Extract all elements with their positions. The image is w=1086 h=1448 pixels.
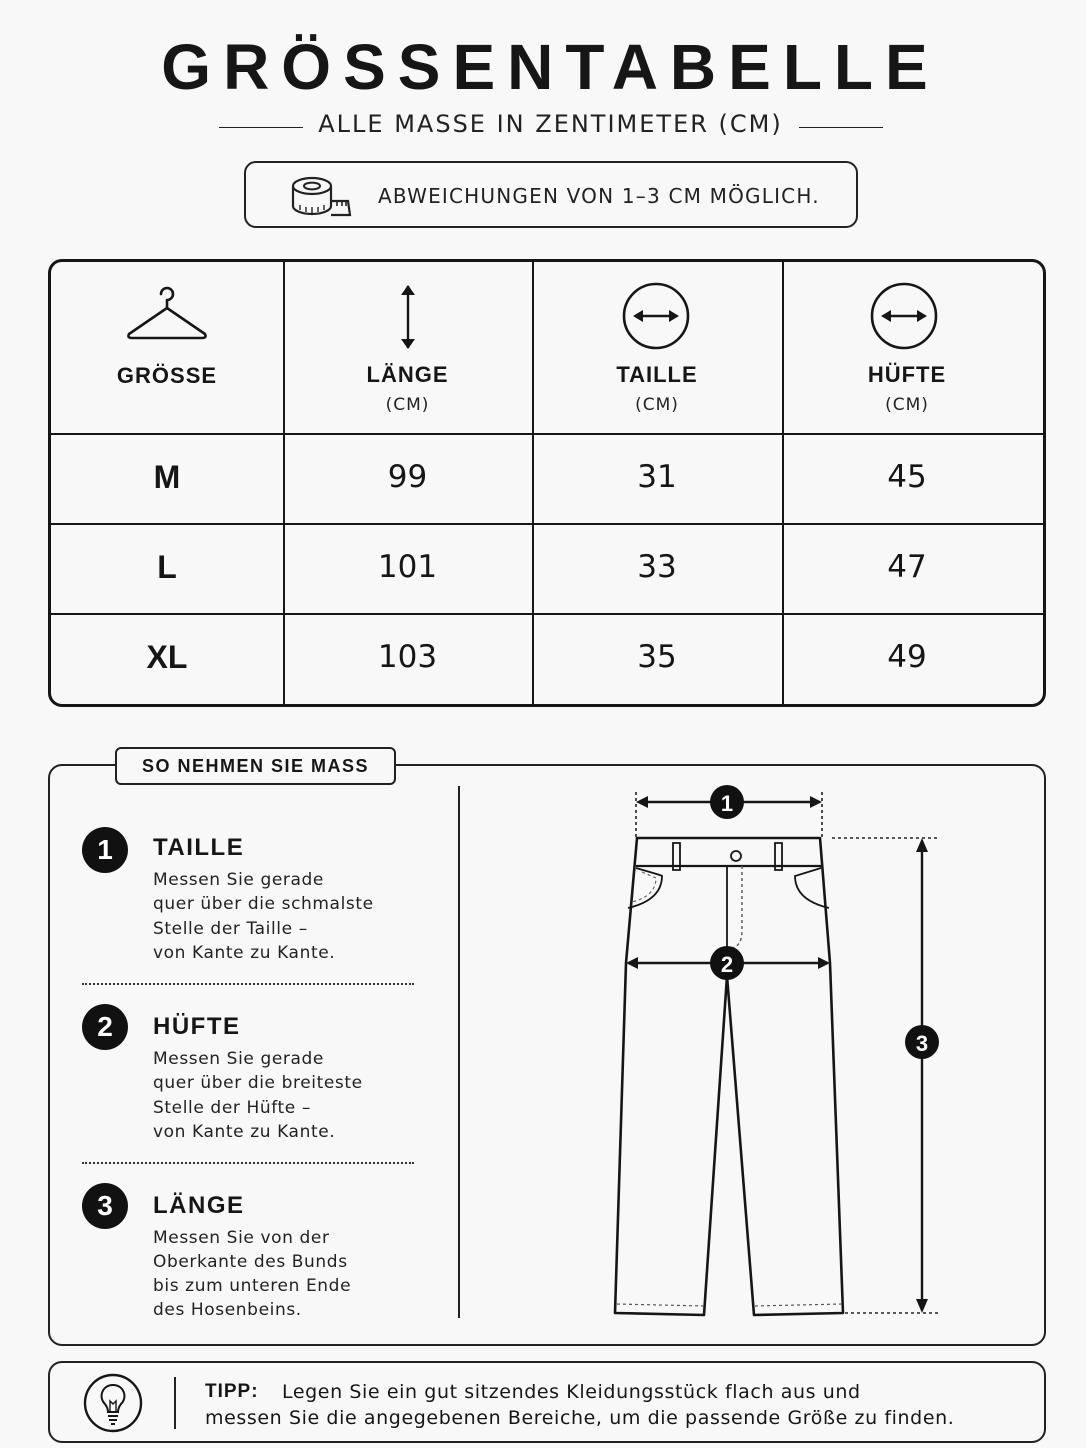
cell-laenge: 103 xyxy=(377,639,438,675)
tolerance-note xyxy=(244,161,858,228)
diagram-marker-3: 3 xyxy=(915,1031,929,1056)
vertical-arrow-icon xyxy=(398,282,418,352)
cell-huefte: 49 xyxy=(887,639,927,675)
step-text-line: Stelle der Taille – xyxy=(153,919,308,939)
step-text-line: quer über die breiteste xyxy=(153,1073,363,1093)
tape-measure-icon xyxy=(288,173,356,219)
step-text-line: Messen Sie gerade xyxy=(153,870,324,890)
step-text-line: des Hosenbeins. xyxy=(153,1300,302,1320)
tip-text-line: Legen Sie ein gut sitzendes Kleidungsstück flach aus und xyxy=(282,1381,861,1403)
step-number-badge: 1 xyxy=(82,827,128,873)
col-header-groesse: GRÖSSE xyxy=(116,363,218,388)
col-unit-laenge: (CM) xyxy=(385,395,430,415)
pants-measure-diagram xyxy=(600,780,960,1325)
huefte-arrow-circle-icon xyxy=(869,281,939,351)
table-row-divider xyxy=(51,523,1043,525)
diagram-marker-2: 2 xyxy=(720,952,734,977)
cell-size: M xyxy=(153,459,181,495)
cell-size: XL xyxy=(146,639,188,675)
measure-guide-heading: SO NEHMEN SIE MASS xyxy=(115,747,396,785)
col-header-huefte: HÜFTE xyxy=(867,362,947,387)
col-header-laenge: LÄNGE xyxy=(366,362,449,387)
subtitle-row xyxy=(0,108,1086,148)
cell-laenge: 101 xyxy=(377,549,438,585)
cell-taille: 31 xyxy=(637,459,677,495)
hanger-icon xyxy=(125,282,209,344)
tip-label: TIPP: xyxy=(205,1381,259,1402)
step-number-badge: 3 xyxy=(82,1183,128,1229)
step-number-badge: 2 xyxy=(82,1004,128,1050)
lightbulb-icon xyxy=(80,1373,146,1433)
col-unit-taille: (CM) xyxy=(635,395,679,415)
step-text-line: quer über die schmalste xyxy=(153,894,374,914)
tolerance-note-text: ABWEICHUNGEN VON 1–3 CM MÖGLICH. xyxy=(378,184,820,208)
step-text-line: Messen Sie von der xyxy=(153,1228,330,1248)
tip-box xyxy=(48,1361,1046,1443)
cell-size: L xyxy=(157,549,177,585)
subtitle: ALLE MASSE IN ZENTIMETER (CM) xyxy=(318,110,783,138)
cell-taille: 35 xyxy=(637,639,677,675)
step-title: LÄNGE xyxy=(153,1192,245,1219)
col-header-taille: TAILLE xyxy=(616,362,698,387)
table-row-divider xyxy=(51,613,1043,615)
page-title: GRÖSSENTABELLE xyxy=(161,31,940,103)
step-separator xyxy=(82,1162,414,1164)
step-title: TAILLE xyxy=(153,834,245,861)
taille-arrow-circle-icon xyxy=(621,281,691,351)
size-table xyxy=(48,259,1046,707)
step-text-line: Stelle der Hüfte – xyxy=(153,1098,311,1118)
step-text-line: Messen Sie gerade xyxy=(153,1049,324,1069)
step-text-line: von Kante zu Kante. xyxy=(153,1122,336,1142)
step-text-line: bis zum unteren Ende xyxy=(153,1276,352,1296)
subtitle-rule-right xyxy=(799,127,883,128)
tip-separator xyxy=(174,1377,176,1429)
cell-huefte: 45 xyxy=(887,459,927,495)
step-text-line: von Kante zu Kante. xyxy=(153,943,336,963)
col-unit-huefte: (CM) xyxy=(885,395,929,415)
measure-guide-divider xyxy=(458,786,460,1318)
cell-laenge: 99 xyxy=(387,459,428,495)
step-separator xyxy=(82,983,414,985)
step-title: HÜFTE xyxy=(153,1013,241,1040)
cell-taille: 33 xyxy=(637,549,677,585)
tip-text-line: messen Sie die angegebenen Bereiche, um die passende Größe zu finden. xyxy=(205,1407,955,1429)
step-text-line: Oberkante des Bunds xyxy=(153,1252,348,1272)
cell-huefte: 47 xyxy=(887,549,927,585)
table-row-divider xyxy=(51,433,1043,435)
diagram-marker-1: 1 xyxy=(720,791,734,816)
